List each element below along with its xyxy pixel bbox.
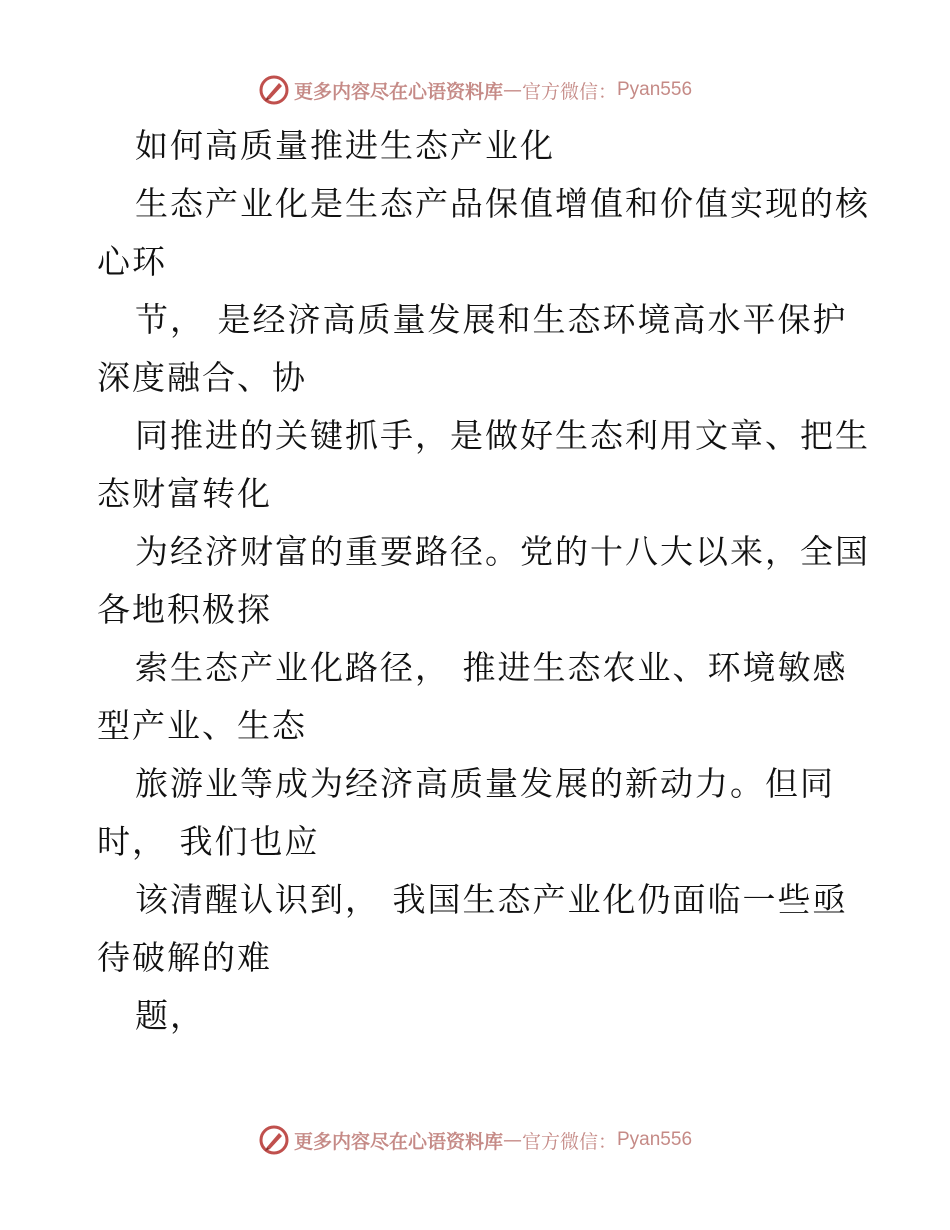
wechat-id: Pyan556 (617, 1129, 693, 1150)
paragraph-line: 旅游业等成为经济高质量发展的新动力。但同 (135, 764, 835, 803)
wechat-label: 官方微信： (521, 1130, 617, 1153)
banner-separator: — (502, 79, 522, 101)
paragraph-line: 该清醒认识到， 我国生态产业化仍面临一些亟 (135, 880, 848, 919)
paragraph-line: 待破解的难 (97, 938, 272, 977)
paragraph-line: 时， 我们也应 (97, 822, 320, 861)
footer-banner (0, 1120, 950, 1160)
paragraph-line: 为经济财富的重要路径。党的十八大以来，全国 (135, 532, 870, 571)
paragraph-line: 同推进的关键抓手，是做好生态利用文章、把生 (135, 416, 870, 455)
document-body (97, 117, 870, 1045)
wechat-label: 官方微信： (521, 80, 617, 103)
paragraph-line: 索生态产业化路径， 推进生态农业、环境敏感 (135, 648, 848, 687)
site-name-text: 更多内容尽在心语资料库 (293, 1130, 503, 1153)
paragraph-line: 深度融合、协 (97, 358, 307, 397)
pen-logo-icon (258, 1124, 290, 1156)
header-banner (0, 70, 950, 110)
paragraph-line: 型产业、生态 (97, 706, 307, 745)
pen-logo-icon (258, 74, 290, 106)
paragraph-line: 心环 (97, 242, 167, 281)
paragraph-line: 态财富转化 (97, 474, 272, 513)
site-name-text: 更多内容尽在心语资料库 (293, 80, 503, 103)
banner-separator: — (502, 1129, 522, 1151)
paragraph-line: 节， 是经济高质量发展和生态环境高水平保护 (135, 300, 848, 339)
document-title: 如何高质量推进生态产业化 (135, 126, 555, 165)
paragraph-line: 各地积极探 (97, 590, 272, 629)
wechat-id: Pyan556 (617, 79, 693, 100)
paragraph-line: 题， (135, 996, 205, 1035)
paragraph-line: 生态产业化是生态产品保值增值和价值实现的核 (135, 184, 870, 223)
